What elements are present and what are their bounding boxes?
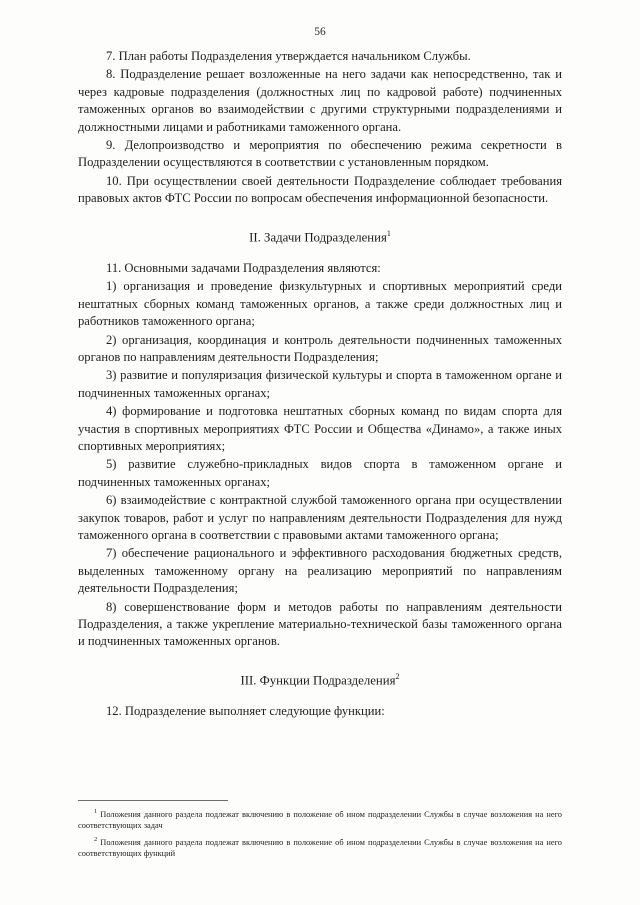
page-number: 56 xyxy=(314,26,326,38)
section-heading-iii xyxy=(78,668,562,689)
paragraph-8: 8. Подразделение решает возложенные на него задачи как непосредственно, так и через кадровые подразделения (должностных лиц по кадровой работе) подчиненных таможенных органов во взаимодействии с другими структурными подразделениями и должностными лицами и работниками таможенного органа. xyxy=(78,67,562,134)
document-body xyxy=(78,48,562,722)
list-item-1: 1) организация и проведение физкультурных и спортивных мероприятий среди нештатных сборных команд таможенных органов, а также среди должностных лиц и работников таможенного органа; xyxy=(78,279,562,329)
section-heading-ii xyxy=(78,225,562,246)
list-item-5: 5) развитие служебно-прикладных видов спорта в таможенном органе и подчиненных таможенных органах; xyxy=(78,457,562,489)
footnote-1-marker: 1 xyxy=(94,808,98,815)
paragraph-9: 9. Делопроизводство и мероприятия по обеспечению режима секретности в Подразделении осуществляются в соответствии с установленным порядком. xyxy=(78,138,562,170)
section-heading-ii-text: II. Задачи Подразделения xyxy=(249,229,387,244)
list-item-2: 2) организация, координация и контроль деятельности подчиненных таможенных органов по направлениям деятельности Подразделения; xyxy=(78,332,562,364)
footnote-ref-2: 2 xyxy=(395,671,400,681)
paragraph-11: 11. Основными задачами Подразделения являются: xyxy=(106,260,381,275)
footnote-2-text: Положения данного раздела подлежат включению в положение об ином подразделении Службы в случае возложения на него соответствующих функций xyxy=(78,837,562,858)
footnote-ref-1: 1 xyxy=(386,228,391,238)
footnote-separator-rule xyxy=(78,800,228,801)
footnotes-block xyxy=(78,800,562,861)
footnote-2-marker: 2 xyxy=(94,835,98,843)
footnote-2 xyxy=(78,834,562,860)
paragraph-10: 10. При осуществлении своей деятельности Подразделение соблюдает требования правовых актов ФТС России по вопросам обеспечения информационной безопасности. xyxy=(78,173,562,206)
list-item-3: 3) развитие и популяризация физической культуры и спорта в таможенном органе и подчиненных таможенных органах; xyxy=(78,368,562,400)
list-item-4: 4) формирование и подготовка нештатных сборных команд по видам спорта для участия в спортивных мероприятиях ФТС России и Общества «Динамо», а также иных спортивных мероприятиях; xyxy=(78,404,562,453)
list-item-6: 6) взаимодействие с контрактной службой таможенного органа при осуществлении закупок товаров, работ и услуг по направлениям деятельности Подразделения для нужд таможенного органа в соответствии с правовыми актами таможенного органа; xyxy=(78,493,562,543)
section-heading-iii-text: III. Функции Подразделения xyxy=(240,673,396,688)
list-item-8: 8) совершенствование форм и методов работы по направлениям деятельности Подразделения, а также укрепление материально-технической базы таможенного органа и подчиненных таможенных органов. xyxy=(78,599,562,649)
paragraph-7: 7. План работы Подразделения утверждается начальником Службы. xyxy=(106,49,471,63)
footnote-1-text: Положения данного раздела подлежат включению в положение об ином подразделении Службы в случае возложения на него соответствующих задач xyxy=(78,809,562,831)
paragraph-12: 12. Подразделение выполняет следующие функции: xyxy=(106,704,385,719)
footnote-1 xyxy=(78,806,562,832)
list-item-7: 7) обеспечение рационального и эффективного расходования бюджетных средств, выделенных таможенному органу на реализацию мероприятий по направлениям деятельности Подразделения; xyxy=(78,546,562,596)
